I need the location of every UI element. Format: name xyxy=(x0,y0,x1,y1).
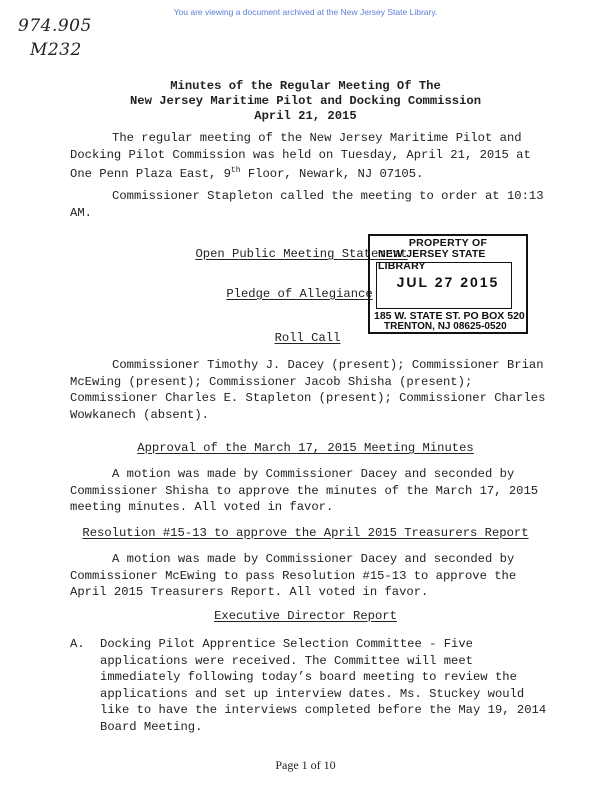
intro-sup: th xyxy=(230,166,241,175)
heading-approval: Approval of the March 17, 2015 Meeting Minutes xyxy=(137,441,474,455)
stamp-line-1: PROPERTY OF xyxy=(408,237,488,249)
intro-text: The regular meeting of the New Jersey Maritime Pilot and Docking Pilot Commission was held on Tuesday, April 21, 2015 at One Penn Plaza East, 9 xyxy=(70,131,531,182)
archive-banner: You are viewing a document archived at the New Jersey State Library. xyxy=(173,7,438,17)
stamp-line-4: TRENTON, NJ 08625-0520 xyxy=(384,321,507,332)
title-line-1: Minutes of the Regular Meeting Of The xyxy=(170,79,441,93)
handwritten-code: M232 xyxy=(30,40,82,60)
page-footer: Page 1 of 10 xyxy=(275,758,336,772)
stamp-line-3: 185 W. STATE ST. PO BOX 520 xyxy=(374,310,525,322)
heading-resolution: Resolution #15-13 to approve the April 2015 Treasurers Report xyxy=(82,526,529,540)
document-title xyxy=(0,79,611,124)
intro-paragraph xyxy=(70,130,550,183)
stamp-line-2: NEW JERSEY STATE LIBRARY xyxy=(378,248,486,272)
library-stamp xyxy=(368,234,528,334)
heading-pledge: Pledge of Allegiance xyxy=(226,287,373,301)
exec-item-marker: A. xyxy=(70,637,85,651)
exec-item-text: Docking Pilot Apprentice Selection Committee - Five applications were received. The Committee will meet immediately following today’s board meeting to review the applications and set up interview dates. Ms. Stuckey would like to have the interviews completed before the May 19, 2014 Board Meeting. xyxy=(100,637,547,734)
title-line-2: New Jersey Maritime Pilot and Docking Commission xyxy=(129,94,482,108)
exec-item-a xyxy=(70,636,560,735)
resolution-paragraph: A motion was made by Commissioner Dacey and seconded by Commissioner McEwing to pass Resolution #15-13 to approve the April 2015 Treasurers Report. All voted in favor. xyxy=(70,552,517,599)
intro-text-end: Floor, Newark, NJ 07105. xyxy=(240,167,424,182)
heading-roll-call: Roll Call xyxy=(274,331,341,345)
approval-paragraph: A motion was made by Commissioner Dacey and seconded by Commissioner Shisha to approve the minutes of the March 17, 2015 meeting minutes. All voted in favor. xyxy=(70,467,539,514)
heading-executive-director: Executive Director Report xyxy=(214,609,397,623)
heading-open-public: Open Public Meeting Statement xyxy=(195,247,408,261)
roll-call-paragraph: Commissioner Timothy J. Dacey (present); Commissioner Brian McEwing (present); Commissioner Jacob Shisha (present); Commissioner Charles E. Stapleton (present); Commissioner Charles Wowkanech (absent). xyxy=(70,358,546,422)
stamp-date: JUL 27 2015 xyxy=(396,274,500,290)
call-to-order-paragraph: Commissioner Stapleton called the meeting to order at 10:13 AM. xyxy=(70,189,544,220)
title-line-3: April 21, 2015 xyxy=(254,109,357,123)
handwritten-call-number: 974.905 xyxy=(18,16,92,36)
